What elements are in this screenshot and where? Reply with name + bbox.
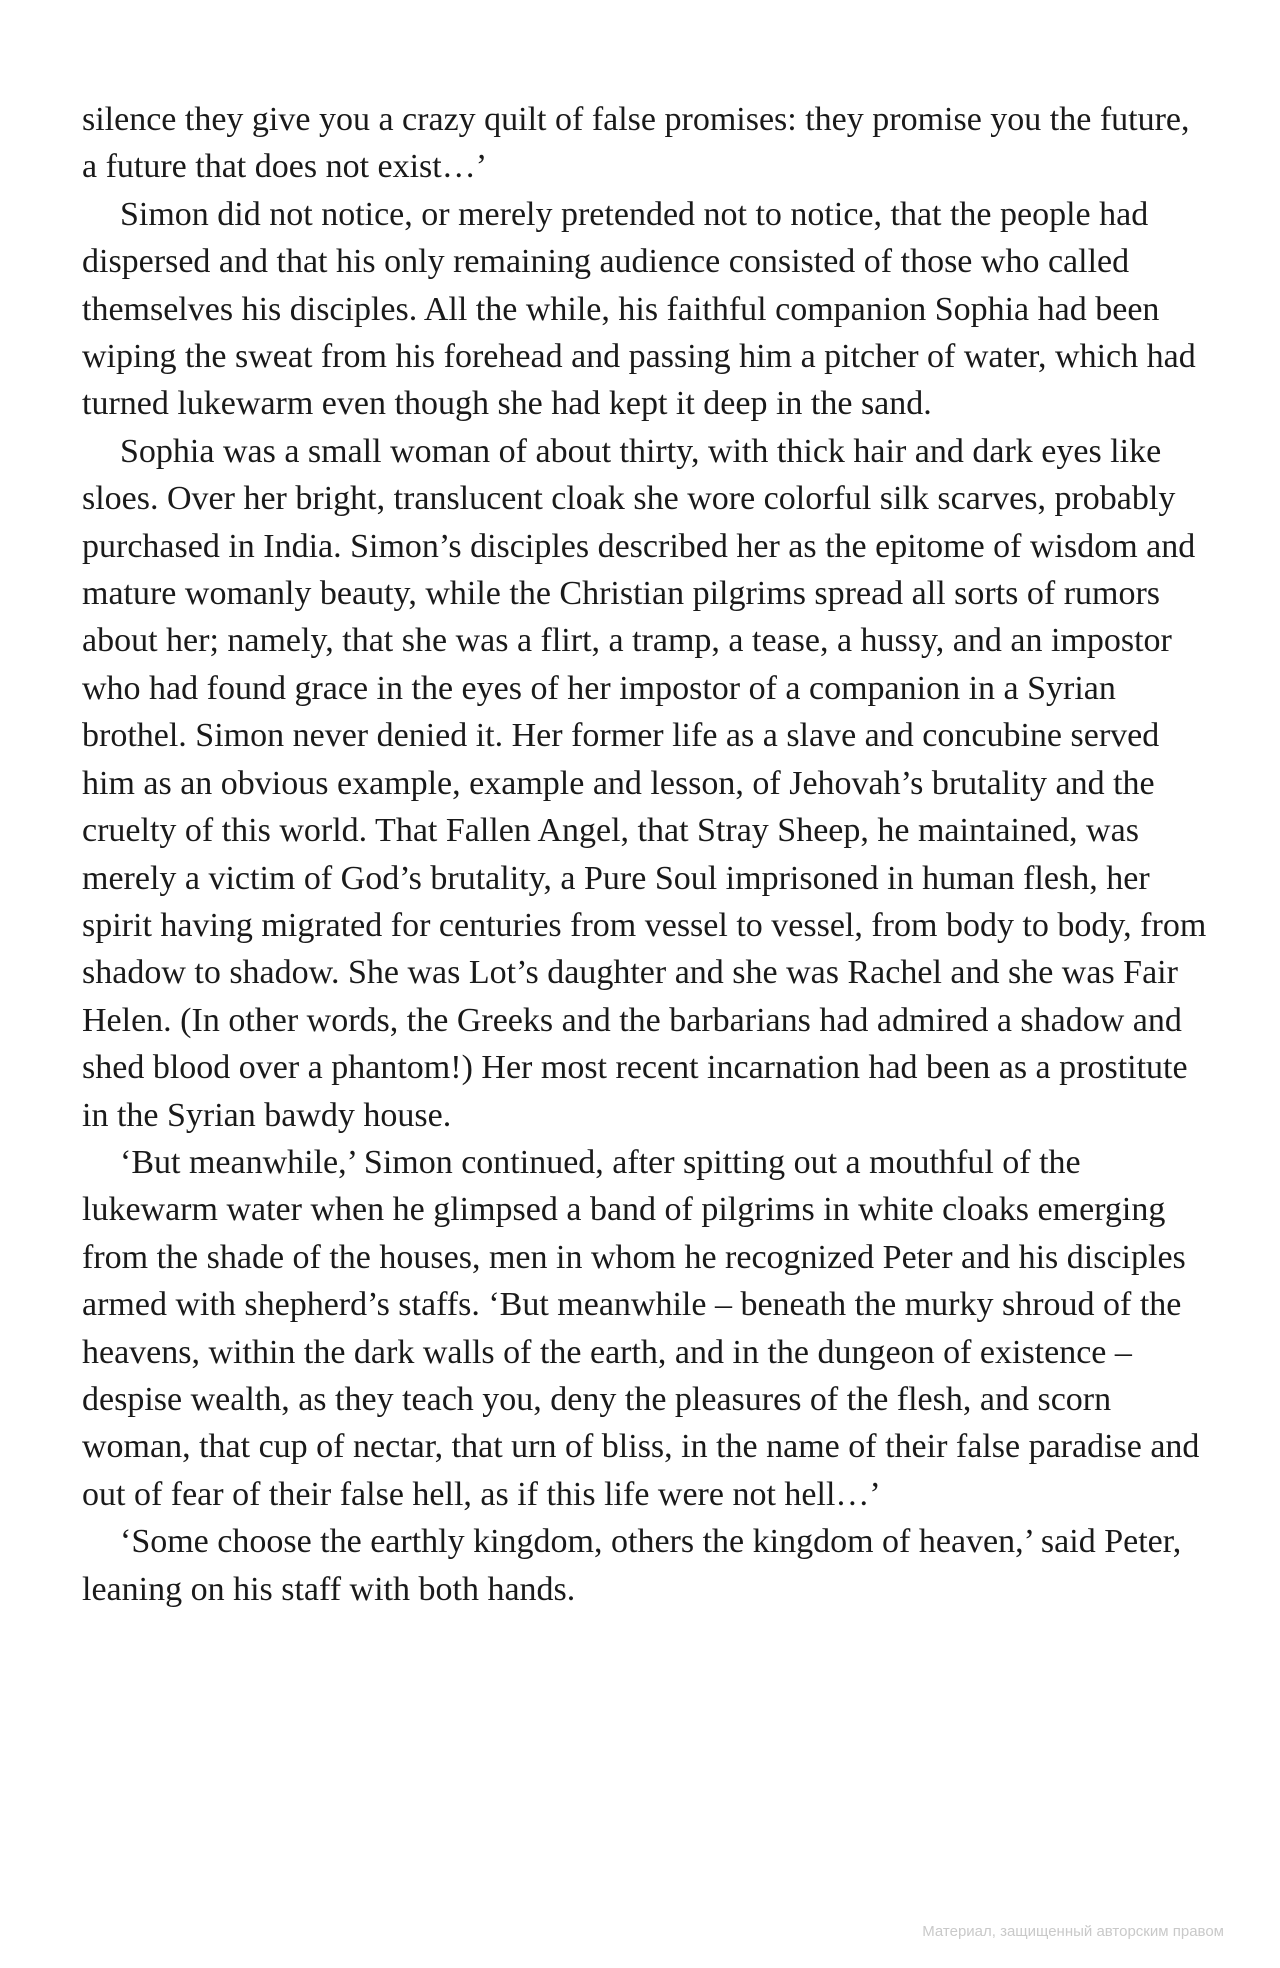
paragraph-5: ‘Some choose the earthly kingdom, others the kingdom of heaven,’ said Peter, leaning on his staff with both hands.	[82, 1523, 1182, 1608]
paragraph-3: Sophia was a small woman of about thirty, with thick hair and dark eyes like sloes. Over her bright, translucent cloak she wore colorful silk scarves, probably purchased in India. Simon’s disciples described her as the epitome of wisdom and mature womanly beauty, while the Christian pilgrims spread all sorts of rumors about her; namely, that she was a flirt, a tramp, a tease, a hussy, and an impostor who had found grace in the eyes of her impostor of a companion in a Syrian brothel. Simon never denied it. Her former life as a slave and concubine served him as an obvious example, example and lesson, of Jehovah’s brutality and the cruelty of this world. That Fallen Angel, that Stray Sheep, he maintained, was merely a victim of God’s brutality, a Pure Soul imprisoned in human flesh, her spirit having migrated for centuries from vessel to vessel, from body to body, from shadow to shadow. She was Lot’s daughter and she was Rachel and she was Fair Helen. (In other words, the Greeks and the barbarians had admired a shadow and shed blood over a phantom!) Her most recent incarnation had been as a prostitute in the Syrian bawdy house.	[82, 432, 1207, 1134]
page-body	[82, 96, 1210, 1613]
paragraph-2: Simon did not notice, or merely pretended not to notice, that the people had dispersed and that his only remaining audience consisted of those who called themselves his disciples. All the while, his faithful companion Sophia had been wiping the sweat from his forehead and passing him a pitcher of water, which had turned lukewarm even though she had kept it deep in the sand.	[82, 195, 1196, 423]
copyright-watermark: Материал, защищенный авторским правом	[922, 1923, 1224, 1940]
paragraph-4: ‘But meanwhile,’ Simon continued, after spitting out a mouthful of the lukewarm water when he glimpsed a band of pilgrims in white cloaks emerging from the shade of the houses, men in whom he recognized Peter and his disciples armed with shepherd’s staffs. ‘But meanwhile – beneath the murky shroud of the heavens, within the dark walls of the earth, and in the dungeon of existence – despise wealth, as they teach you, deny the pleasures of the flesh, and scorn woman, that cup of nectar, that urn of bliss, in the name of their false paradise and out of fear of their false hell, as if this life were not hell…’	[82, 1143, 1200, 1513]
paragraph-1: silence they give you a crazy quilt of false promises: they promise you the future, a future that does not exist…’	[82, 101, 1190, 186]
